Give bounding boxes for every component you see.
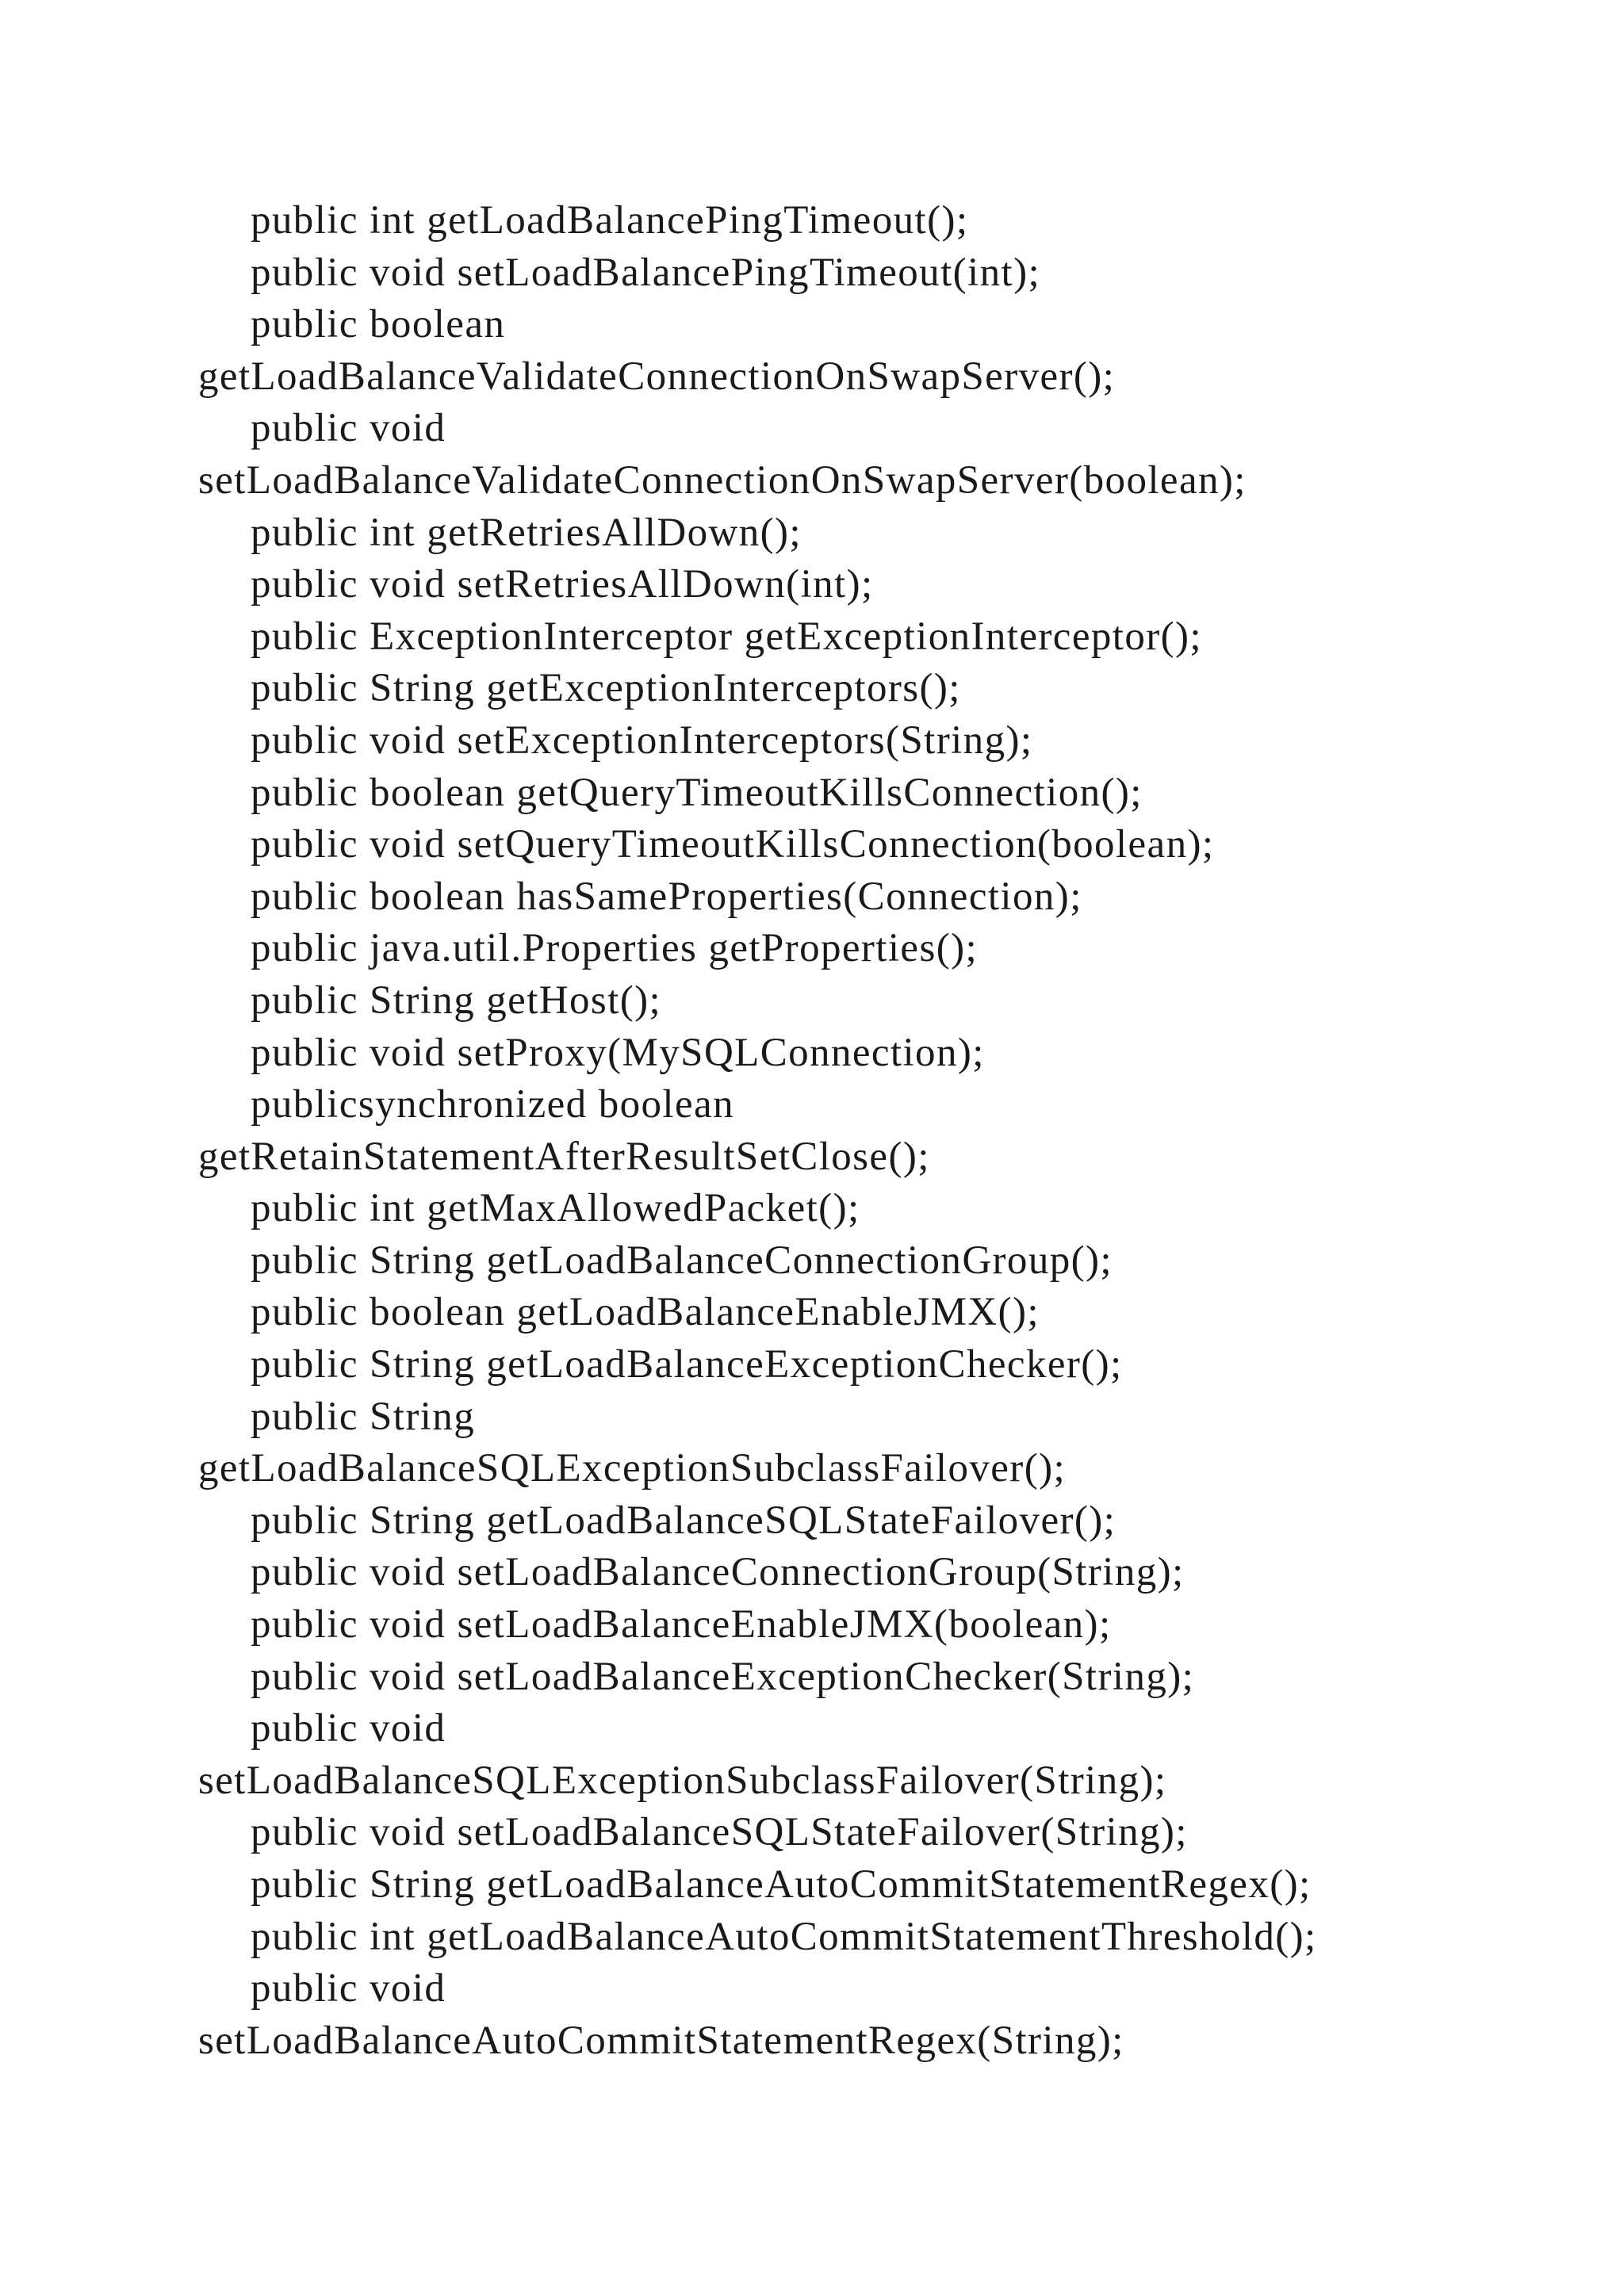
code-line: setLoadBalanceValidateConnectionOnSwapServer(boolean); xyxy=(198,457,1247,503)
code-line: public boolean hasSameProperties(Connection); xyxy=(251,874,1082,919)
code-line: public boolean getLoadBalanceEnableJMX(); xyxy=(251,1290,1040,1335)
code-line: public String getLoadBalanceExceptionChecker(); xyxy=(251,1342,1123,1387)
code-line: public void setQueryTimeoutKillsConnection(boolean); xyxy=(251,822,1215,867)
code-line: public String getExceptionInterceptors(); xyxy=(251,666,961,711)
code-line: public int getLoadBalanceAutoCommitStatementThreshold(); xyxy=(251,1914,1317,1959)
code-line: public ExceptionInterceptor getExceptionInterceptor(); xyxy=(251,614,1202,659)
code-line: public String getLoadBalanceAutoCommitStatementRegex(); xyxy=(251,1862,1312,1907)
code-line: public String getLoadBalanceConnectionGroup(); xyxy=(251,1238,1113,1283)
code-line: public int getLoadBalancePingTimeout(); xyxy=(251,198,969,243)
code-line: public void setExceptionInterceptors(String); xyxy=(251,718,1033,763)
code-line: getLoadBalanceSQLExceptionSubclassFailover(); xyxy=(198,1446,1067,1491)
code-line: public boolean xyxy=(251,302,506,347)
code-line: setLoadBalanceSQLExceptionSubclassFailover(String); xyxy=(198,1758,1167,1803)
code-line: public int getMaxAllowedPacket(); xyxy=(251,1186,860,1231)
code-line: public void xyxy=(251,1706,446,1751)
code-line: public void setLoadBalanceSQLStateFailover(String); xyxy=(251,1810,1188,1855)
code-line: getRetainStatementAfterResultSetClose(); xyxy=(198,1134,930,1179)
code-line: public java.util.Properties getProperties(); xyxy=(251,926,979,971)
code-line: public void setLoadBalanceConnectionGroup(String); xyxy=(251,1550,1185,1595)
code-line: getLoadBalanceValidateConnectionOnSwapServer(); xyxy=(198,354,1116,399)
code-line: publicsynchronized boolean xyxy=(251,1082,734,1127)
code-line: public void setLoadBalancePingTimeout(int); xyxy=(251,250,1041,295)
code-line: public void setProxy(MySQLConnection); xyxy=(251,1030,985,1075)
code-line: public void setRetriesAllDown(int); xyxy=(251,562,874,607)
code-line: setLoadBalanceAutoCommitStatementRegex(String); xyxy=(198,2018,1124,2063)
code-line: public int getRetriesAllDown(); xyxy=(251,510,802,555)
code-line: public void xyxy=(251,406,446,451)
code-line: public void xyxy=(251,1966,446,2011)
document-body xyxy=(198,195,1499,2067)
code-line: public String xyxy=(251,1394,476,1439)
code-line: public void setLoadBalanceExceptionChecker(String); xyxy=(251,1654,1195,1699)
code-line: public String getHost(); xyxy=(251,978,662,1023)
code-line: public String getLoadBalanceSQLStateFailover(); xyxy=(251,1498,1116,1543)
code-line: public boolean getQueryTimeoutKillsConnection(); xyxy=(251,770,1143,815)
code-line: public void setLoadBalanceEnableJMX(boolean); xyxy=(251,1602,1112,1647)
